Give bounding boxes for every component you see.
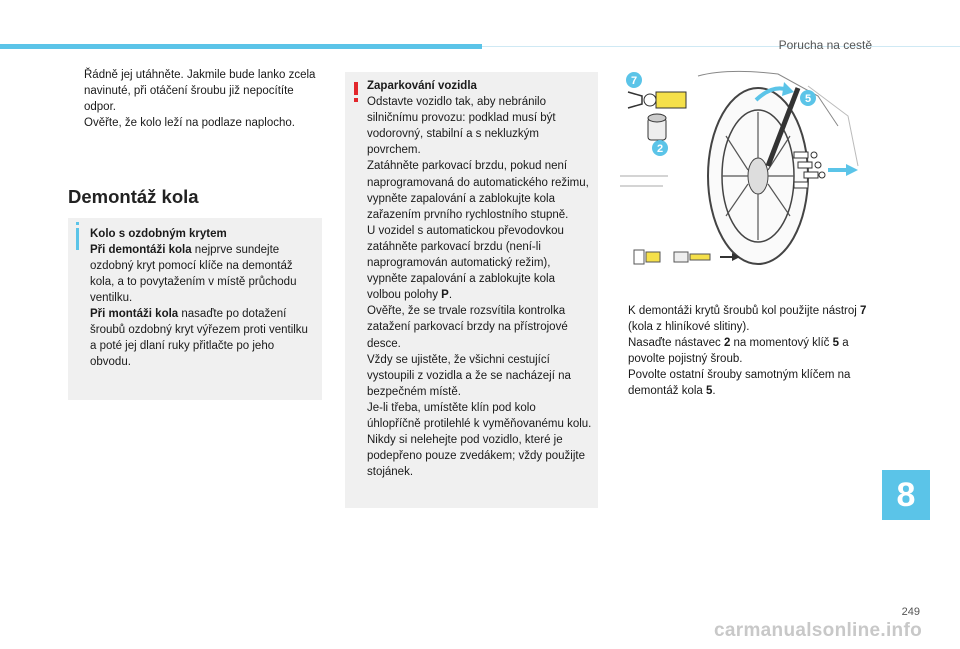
info-icon bbox=[76, 228, 79, 250]
info-paragraph: Při montáži kola nasaďte po dotažení šroubů ozdobný kryt výřezem proti ventilku a poté jej dlaní ruky přitlačte po jeho obvodu. bbox=[90, 308, 308, 368]
watermark: carmanualsonline.info bbox=[714, 620, 922, 641]
warning-paragraph: Zatáhněte parkovací brzdu, pokud není naprogramovaná do automatického režimu, vypněte zapalování a zablokujte kola zařazením prvního rychlostního stupně. bbox=[367, 160, 589, 221]
right-steps bbox=[612, 303, 874, 399]
section-heading: Demontáž kola bbox=[68, 186, 199, 207]
page-number: 249 bbox=[901, 606, 920, 618]
chapter-tab: 8 bbox=[882, 470, 930, 520]
header-accent-bar bbox=[0, 44, 482, 49]
step-item: Povolte ostatní šrouby samotným klíčem na demontáž kola 5. bbox=[628, 369, 851, 397]
callout-5-label: 5 bbox=[804, 93, 812, 105]
step-item: Řádně jej utáhněte. Jakmile bude lanko zcela navinuté, při otáčení šroubu již nepocítíte odpor. bbox=[84, 69, 316, 113]
info-box bbox=[68, 218, 322, 400]
header-rule bbox=[482, 46, 960, 47]
left-steps bbox=[68, 67, 326, 131]
warning-paragraph: Vždy se ujistěte, že všichni cestující vystoupili z vozidla a že se nacházejí na bezpečném místě. bbox=[367, 353, 571, 398]
wheel-removal-illustration bbox=[608, 66, 870, 286]
step-item: Ověřte, že kolo leží na podlaze naplocho. bbox=[84, 117, 295, 129]
step-item: K demontáži krytů šroubů kol použijte nástroj 7 (kola z hliníkové slitiny). bbox=[628, 305, 867, 333]
warning-text bbox=[367, 78, 592, 480]
warning-box bbox=[345, 72, 598, 508]
warning-paragraph: Nikdy si nelehejte pod vozidlo, které je podepřeno pouze zvedákem; vždy použijte stojánek. bbox=[367, 434, 586, 479]
info-text bbox=[90, 226, 316, 370]
warning-icon bbox=[354, 82, 358, 95]
info-title: Kolo s ozdobným krytem bbox=[90, 228, 227, 240]
step-item: Nasaďte nástavec 2 na momentový klíč 5 a povolte pojistný šroub. bbox=[628, 337, 849, 365]
callout-2-label: 2 bbox=[656, 143, 664, 155]
warning-paragraph: U vozidel s automatickou převodovkou zatáhněte parkovací brzdu (není-li naprogramován automatický režim), vypněte zapalování a zablokujte kola volbou polohy P. bbox=[367, 224, 564, 302]
warning-icon-dot bbox=[354, 98, 358, 102]
socket-inset-icon bbox=[634, 250, 740, 264]
warning-paragraph: Odstavte vozidlo tak, aby nebránilo silničnímu provozu: podklad musí být vodorovný, stabilní a s nekluzkým povrchem. bbox=[367, 96, 556, 157]
warning-paragraph: Ověřte, že se trvale rozsvítila kontrolka zatažení parkovací brzdy na přístrojové desce. bbox=[367, 305, 568, 350]
cap-tool-icon bbox=[628, 92, 642, 108]
info-icon-dot bbox=[76, 222, 79, 225]
callout-7-label: 7 bbox=[630, 75, 638, 87]
warning-title: Zaparkování vozidla bbox=[367, 80, 477, 92]
section-title: Porucha na cestě bbox=[778, 38, 872, 52]
warning-paragraph: Je-li třeba, umístěte klín pod kolo úhlopříčně protilehlé k vyměňovanému kolu. bbox=[367, 401, 592, 430]
info-paragraph: Při demontáži kola nejprve sundejte ozdobný kryt pomocí klíče na demontáž kola, a to povytažením v místě průchodu ventilku. bbox=[90, 244, 297, 304]
